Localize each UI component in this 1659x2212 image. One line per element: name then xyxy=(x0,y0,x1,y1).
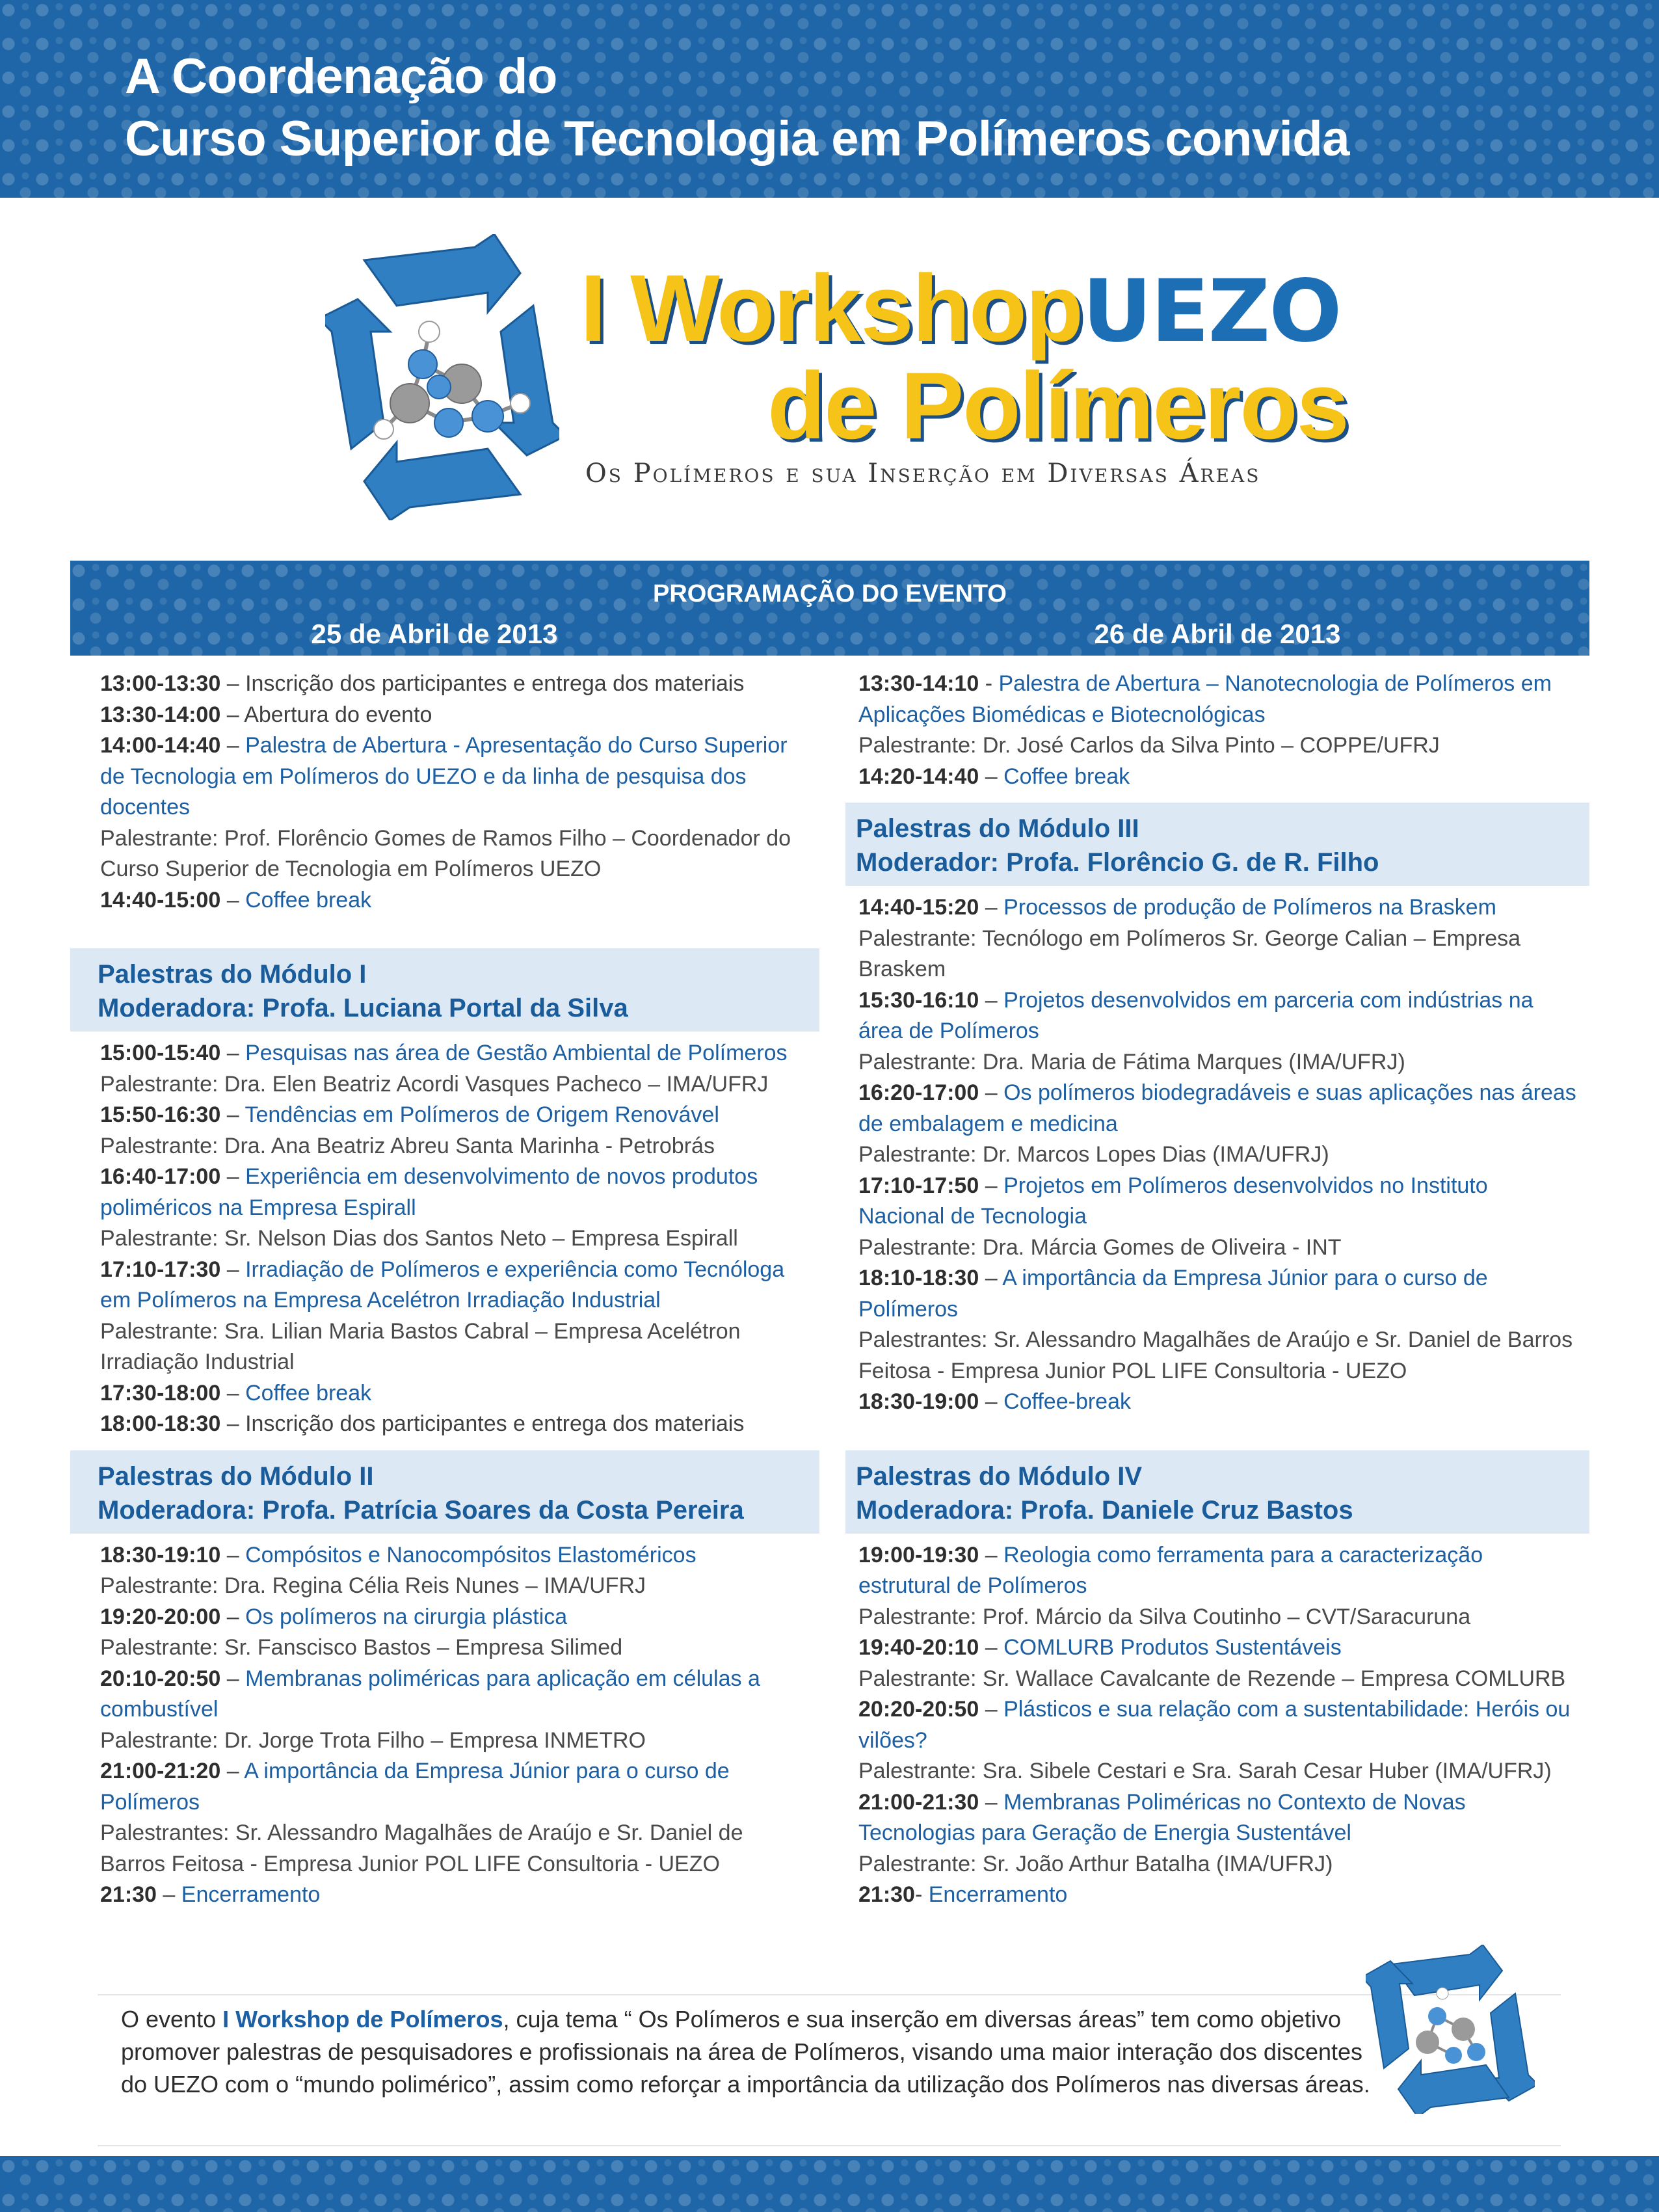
entry-title: A importância da Empresa Júnior para o curso de Polímeros xyxy=(100,1759,730,1815)
entry-title: Encerramento xyxy=(928,1882,1068,1907)
speaker-line xyxy=(845,1233,1576,1264)
speaker-text: Palestrante: Dr. Marcos Lopes Dias (IMA/UFRJ) xyxy=(858,1142,1329,1167)
footer-logo-icon xyxy=(1366,1945,1535,2114)
entry-time: 18:30-19:10 xyxy=(100,1542,221,1567)
module-4-title: Palestras do Módulo IV xyxy=(856,1461,1143,1491)
entry-time: 16:20-17:00 xyxy=(858,1080,979,1105)
entry-separator: – xyxy=(979,1080,1004,1105)
entry-separator: – xyxy=(979,1697,1004,1722)
speaker-line xyxy=(845,730,1576,762)
speaker-line xyxy=(845,924,1576,985)
header-title xyxy=(125,46,1349,170)
schedule-entry xyxy=(845,1632,1576,1664)
entry-title: Membranas poliméricas para aplicação em células a combustível xyxy=(100,1666,760,1722)
module-3-header xyxy=(845,803,1589,886)
entry-time: 14:00-14:40 xyxy=(100,733,221,758)
schedule-entry xyxy=(845,985,1576,1047)
module-2-title: Palestras do Módulo II xyxy=(98,1461,374,1491)
schedule-entry xyxy=(845,1387,1576,1418)
entry-time: 19:20-20:00 xyxy=(100,1604,221,1629)
speaker-line xyxy=(845,1047,1576,1078)
speaker-line xyxy=(845,1325,1576,1387)
module-4-header xyxy=(845,1450,1589,1534)
entry-title: Encerramento xyxy=(181,1882,321,1907)
speaker-text: Palestrantes: Sr. Alessandro Magalhães de Araújo e Sr. Daniel de Barros Feitosa - Empresa Junior POL LIFE Consultoria - UEZO xyxy=(858,1327,1573,1383)
entry-time: 21:30 xyxy=(100,1882,157,1907)
entry-title: Irradiação de Polímeros e experiência como Tecnóloga em Polímeros na Empresa Acelétron Irradiação Industrial xyxy=(100,1257,785,1313)
schedule-entry xyxy=(70,700,809,731)
entry-time: 20:10-20:50 xyxy=(100,1666,221,1691)
entry-separator: – xyxy=(220,1666,246,1691)
entry-title: Reologia como ferramenta para a caracterização estrutural de Polímeros xyxy=(858,1542,1483,1598)
entry-separator: – xyxy=(979,1542,1004,1567)
entry-separator: – xyxy=(979,1173,1004,1198)
speaker-line xyxy=(70,1571,809,1602)
entry-time: 18:30-19:00 xyxy=(858,1389,979,1414)
entry-title: Experiência em desenvolvimento de novos produtos poliméricos na Empresa Espirall xyxy=(100,1164,758,1220)
module-2-moderator: Moderadora: Profa. Patrícia Soares da Costa Pereira xyxy=(98,1495,744,1525)
entry-separator: – xyxy=(979,1789,1004,1815)
entry-time: 13:30-14:10 xyxy=(858,671,979,696)
header-line-2: Curso Superior de Tecnologia em Polímeros convida xyxy=(125,111,1349,167)
speaker-line xyxy=(845,1602,1576,1633)
entry-separator: - xyxy=(914,1882,929,1907)
entry-time: 21:00-21:20 xyxy=(100,1759,221,1783)
entry-time: 17:10-17:50 xyxy=(858,1173,979,1198)
day2-date: 26 de Abril de 2013 xyxy=(1094,619,1341,649)
schedule-entry xyxy=(70,1880,809,1911)
workshop-title-uezo: UEZO xyxy=(1082,261,1341,362)
entry-title: Coffee break xyxy=(1003,764,1130,789)
entry-separator: – xyxy=(220,1380,246,1406)
schedule-entry xyxy=(70,1602,809,1633)
schedule-entry xyxy=(845,1694,1576,1756)
entry-separator: – xyxy=(220,1102,245,1127)
module-1-entries xyxy=(70,1038,819,1440)
entry-separator: – xyxy=(220,702,245,727)
header-line-1: A Coordenação do xyxy=(125,49,557,104)
entry-time: 21:30 xyxy=(858,1882,915,1907)
schedule-entry xyxy=(845,1880,1576,1911)
speaker-line xyxy=(70,1131,809,1162)
entry-separator: – xyxy=(220,1542,246,1567)
workshop-tagline: Os Polímeros e sua Inserção em Diversas Áreas xyxy=(585,459,1261,488)
module-1-moderator: Moderadora: Profa. Luciana Portal da Silva xyxy=(98,994,628,1022)
entry-separator: – xyxy=(979,1266,1003,1290)
entry-title: Projetos em Polímeros desenvolvidos no Instituto Nacional de Tecnologia xyxy=(858,1173,1488,1229)
entry-title: Membranas Poliméricas no Contexto de Novas Tecnologias para Geração de Energia Sustentável xyxy=(858,1789,1466,1845)
footer-post: , cuja tema “ Os Polímeros e sua inserção em diversas áreas” tem como objetivo promover palestras de pesquisadores e profissionais na área de Polímeros, visando uma maior interação dos discentes do UEZO com o “mundo polimérico”, assim como reforçar a importância da utilização dos Polímeros nas diversas áreas. xyxy=(121,2006,1370,2098)
day2-intro xyxy=(845,669,1589,792)
entry-time: 17:10-17:30 xyxy=(100,1257,221,1282)
schedule-entry xyxy=(845,1263,1576,1325)
speaker-line xyxy=(70,1069,809,1100)
module-3-moderator: Moderador: Profa. Florêncio G. de R. Filho xyxy=(856,848,1379,877)
speaker-line xyxy=(845,1849,1576,1880)
speaker-text: Palestrantes: Sr. Alessandro Magalhães de Araújo e Sr. Daniel de Barros Feitosa - Empresa Junior POL LIFE Consultoria - UEZO xyxy=(100,1820,743,1876)
schedule-entry xyxy=(845,1540,1576,1602)
bottom-band xyxy=(0,2156,1659,2212)
schedule-entry xyxy=(70,1100,809,1131)
speaker-line xyxy=(70,1223,809,1255)
entry-title: Processos de produção de Polímeros na Braskem xyxy=(1003,895,1496,920)
entry-separator: – xyxy=(979,1389,1004,1414)
spacer xyxy=(70,916,819,938)
module-4-moderator: Moderadora: Profa. Daniele Cruz Bastos xyxy=(856,1495,1353,1525)
entry-time: 16:40-17:00 xyxy=(100,1164,221,1189)
entry-separator: – xyxy=(220,1759,245,1783)
entry-separator: – xyxy=(220,733,246,758)
entry-title: Coffee break xyxy=(245,1380,372,1406)
schedule-entry xyxy=(845,762,1576,793)
entry-title: Coffee break xyxy=(245,887,372,913)
entry-title: Abertura do evento xyxy=(244,702,432,727)
module-3-title: Palestras do Módulo III xyxy=(856,814,1139,843)
entry-separator: - xyxy=(979,671,999,696)
schedule-entry xyxy=(70,1378,809,1409)
speaker-text: Palestrante: Prof. Florêncio Gomes de Ramos Filho – Coordenador do Curso Superior de Tecnologia em Polímeros UEZO xyxy=(100,825,791,881)
entry-time: 14:20-14:40 xyxy=(858,764,979,789)
speaker-text: Palestrante: Sr. Wallace Cavalcante de Rezende – Empresa COMLURB xyxy=(858,1666,1566,1691)
speaker-line xyxy=(845,1664,1576,1695)
entry-separator: – xyxy=(220,1604,246,1629)
entry-time: 17:30-18:00 xyxy=(100,1380,221,1406)
entry-time: 13:30-14:00 xyxy=(100,702,221,727)
entry-separator: – xyxy=(979,895,1004,920)
entry-separator: – xyxy=(220,1257,246,1282)
entry-title: Plásticos e sua relação com a sustentabilidade: Heróis ou vilões? xyxy=(858,1697,1571,1753)
day1-date: 25 de Abril de 2013 xyxy=(311,619,558,649)
speaker-text: Palestrante: Dra. Márcia Gomes de Oliveira - INT xyxy=(858,1234,1342,1260)
schedule-entry xyxy=(845,669,1576,730)
entry-separator: – xyxy=(220,671,246,696)
entry-title: Tendências em Polímeros de Origem Renovável xyxy=(245,1102,719,1127)
footer-description xyxy=(121,2003,1376,2101)
speaker-text: Palestrante: Dr. José Carlos da Silva Pinto – COPPE/UFRJ xyxy=(858,733,1440,758)
entry-separator: – xyxy=(156,1882,181,1907)
footer-pre: O evento xyxy=(121,2006,223,2032)
entry-time: 14:40-15:00 xyxy=(100,887,221,913)
day1-intro xyxy=(70,669,819,916)
workshop-title-main: I Workshop xyxy=(580,255,1083,361)
entry-time: 18:00-18:30 xyxy=(100,1411,221,1436)
entry-time: 15:50-16:30 xyxy=(100,1102,221,1127)
entry-time: 14:40-15:20 xyxy=(858,895,979,920)
speaker-text: Palestrante: Sr. João Arthur Batalha (IMA/UFRJ) xyxy=(858,1851,1333,1876)
schedule-entry xyxy=(70,1255,809,1316)
speaker-text: Palestrante: Dra. Ana Beatriz Abreu Santa Marinha - Petrobrás xyxy=(100,1133,715,1158)
speaker-text: Palestrante: Dra. Elen Beatriz Acordi Vasques Pacheco – IMA/UFRJ xyxy=(100,1071,769,1097)
entry-title: Projetos desenvolvidos em parceria com indústrias na área de Polímeros xyxy=(858,987,1533,1043)
entry-title: COMLURB Produtos Sustentáveis xyxy=(1003,1635,1342,1660)
entry-separator: – xyxy=(979,987,1004,1013)
module-1-header xyxy=(70,948,819,1032)
schedule-entry xyxy=(70,730,809,823)
entry-title: Os polímeros na cirurgia plástica xyxy=(245,1604,568,1629)
workshop-title-line-1 xyxy=(580,254,1341,363)
speaker-text: Palestrante: Sr. Fanscisco Bastos – Empresa Silimed xyxy=(100,1635,623,1660)
schedule-entry xyxy=(70,1038,809,1069)
speaker-line xyxy=(845,1139,1576,1171)
speaker-text: Palestrante: Dr. Jorge Trota Filho – Empresa INMETRO xyxy=(100,1727,646,1753)
speaker-text: Palestrante: Prof. Márcio da Silva Coutinho – CVT/Saracuruna xyxy=(858,1604,1471,1629)
entry-time: 21:00-21:30 xyxy=(858,1789,979,1815)
entry-title: Palestra de Abertura - Apresentação do Curso Superior de Tecnologia em Polímeros do UEZO e da linha de pesquisa dos docentes xyxy=(100,733,788,820)
footer-divider-top xyxy=(98,1994,1561,1995)
schedule-entry xyxy=(70,1664,809,1726)
entry-title: Palestra de Abertura – Nanotecnologia de Polímeros em Aplicações Biomédicas e Biotecnológicas xyxy=(858,671,1552,727)
speaker-text: Palestrante: Dra. Maria de Fátima Marques (IMA/UFRJ) xyxy=(858,1049,1405,1074)
speaker-text: Palestrante: Sra. Sibele Cestari e Sra. Sarah Cesar Huber (IMA/UFRJ) xyxy=(858,1759,1552,1783)
entry-time: 15:30-16:10 xyxy=(858,987,979,1013)
day1-column xyxy=(70,669,819,1911)
entry-title: Pesquisas nas área de Gestão Ambiental de Polímeros xyxy=(245,1041,788,1065)
workshop-title-polimeros: de Polímeros xyxy=(767,353,1348,459)
speaker-line xyxy=(70,823,809,885)
entry-separator: – xyxy=(220,887,246,913)
program-title: PROGRAMAÇÃO DO EVENTO xyxy=(652,580,1007,607)
module-3-entries xyxy=(845,892,1589,1418)
entry-separator: – xyxy=(979,1635,1004,1660)
schedule-entry xyxy=(845,1078,1576,1139)
module-4-entries xyxy=(845,1540,1589,1911)
schedule-entry xyxy=(70,1540,809,1571)
entry-separator: – xyxy=(220,1041,246,1065)
entry-title: Os polímeros biodegradáveis e suas aplicações nas áreas de embalagem e medicina xyxy=(858,1080,1576,1136)
entry-time: 13:00-13:30 xyxy=(100,671,221,696)
speaker-line xyxy=(70,1632,809,1664)
module-2-header xyxy=(70,1450,819,1534)
module-1-title: Palestras do Módulo I xyxy=(98,960,367,989)
entry-time: 20:20-20:50 xyxy=(858,1697,979,1722)
entry-title: A importância da Empresa Júnior para o curso de Polímeros xyxy=(858,1266,1488,1322)
schedule-entry xyxy=(70,1409,809,1440)
entry-separator: – xyxy=(220,1164,246,1189)
schedule-entry xyxy=(845,892,1576,924)
entry-title: Coffee-break xyxy=(1003,1389,1131,1414)
schedule-entry xyxy=(70,669,809,700)
entry-time: 18:10-18:30 xyxy=(858,1266,979,1290)
schedule-entry xyxy=(845,1787,1576,1849)
entry-separator: – xyxy=(220,1411,246,1436)
footer-highlight: I Workshop de Polímeros xyxy=(222,2006,503,2032)
module-2-entries xyxy=(70,1540,819,1911)
entry-title: Inscrição dos participantes e entrega dos materiais xyxy=(245,671,745,696)
schedule-entry xyxy=(70,1756,809,1818)
speaker-line xyxy=(70,1316,809,1378)
entry-title: Compósitos e Nanocompósitos Elastoméricos xyxy=(245,1542,697,1567)
entry-time: 19:40-20:10 xyxy=(858,1635,979,1660)
speaker-text: Palestrante: Dra. Regina Célia Reis Nunes – IMA/UFRJ xyxy=(100,1573,646,1598)
workshop-title-line-2 xyxy=(767,351,1348,460)
speaker-line xyxy=(845,1756,1576,1787)
footer-divider-bottom xyxy=(98,2145,1561,2146)
schedule-entry xyxy=(845,1171,1576,1233)
speaker-text: Palestrante: Sr. Nelson Dias dos Santos Neto – Empresa Espirall xyxy=(100,1226,738,1251)
schedule-entry xyxy=(70,1162,809,1223)
day2-column xyxy=(845,669,1589,1911)
speaker-text: Palestrante: Tecnólogo em Polímeros Sr. George Calian – Empresa Braskem xyxy=(858,926,1521,981)
speaker-line xyxy=(70,1818,809,1880)
spacer xyxy=(845,1418,1589,1440)
entry-title: Inscrição dos participantes e entrega dos materiais xyxy=(245,1411,745,1436)
schedule-entry xyxy=(70,885,809,916)
entry-separator: – xyxy=(979,764,1004,789)
entry-time: 19:00-19:30 xyxy=(858,1542,979,1567)
entry-time: 15:00-15:40 xyxy=(100,1041,221,1065)
speaker-line xyxy=(70,1726,809,1757)
recycle-arrows-molecule-icon xyxy=(325,234,559,520)
speaker-text: Palestrante: Sra. Lilian Maria Bastos Cabral – Empresa Acelétron Irradiação Industrial xyxy=(100,1318,741,1374)
